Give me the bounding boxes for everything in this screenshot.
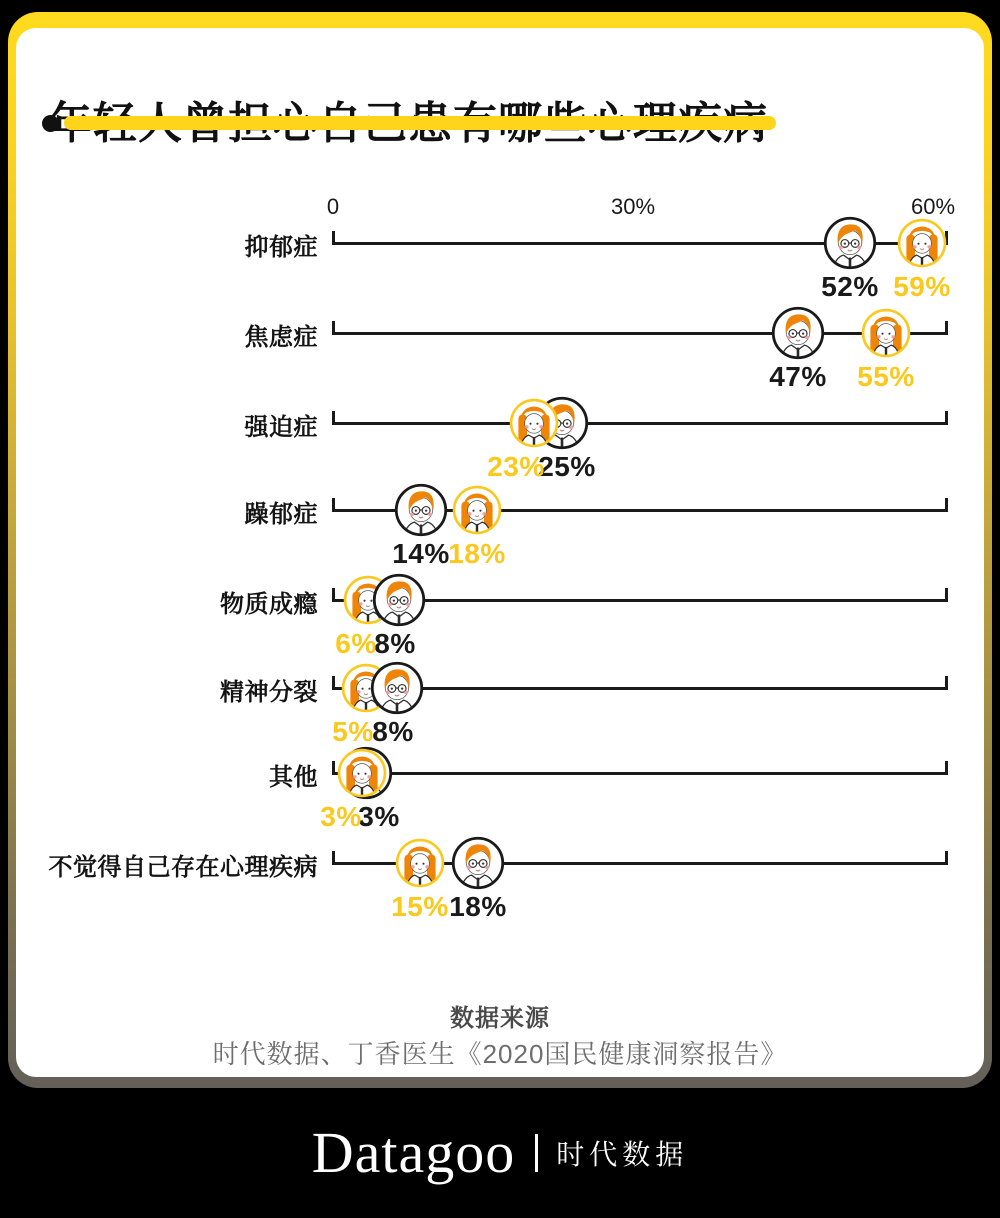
axis-end-tick-left	[332, 761, 335, 773]
axis-line	[332, 422, 948, 425]
axis-line	[332, 332, 948, 335]
axis-tick-60: 60%	[910, 194, 956, 219]
male-value-label: 52%	[821, 271, 879, 302]
female-avatar-marker	[508, 397, 560, 454]
category-label: 抑郁症	[244, 234, 318, 261]
male-avatar-marker	[393, 482, 449, 543]
female-avatar-marker	[896, 217, 948, 274]
category-label: 物质成瘾	[220, 591, 318, 618]
axis-end-tick-left	[332, 676, 335, 688]
axis-end-tick-right	[945, 761, 948, 773]
female-avatar-icon	[451, 484, 503, 536]
male-value-label: 14%	[392, 538, 450, 569]
male-avatar-marker	[369, 660, 425, 721]
female-avatar-icon	[336, 747, 388, 799]
female-value-label: 55%	[857, 361, 915, 392]
female-value-label: 23%	[487, 451, 545, 482]
title-bullet-dot	[42, 115, 59, 132]
female-value-label: 59%	[893, 271, 951, 302]
female-avatar-marker	[394, 837, 446, 894]
axis-tick-0: 0	[326, 194, 340, 219]
title-accent-underline	[64, 116, 776, 130]
male-avatar-icon	[450, 835, 506, 891]
category-label: 强迫症	[244, 414, 318, 441]
category-label: 其他	[269, 764, 318, 791]
female-avatar-icon	[860, 307, 912, 359]
brand-divider	[535, 1134, 538, 1172]
female-avatar-marker	[451, 484, 503, 541]
footer-bar	[0, 1088, 1000, 1218]
source-text: 时代数据、丁香医生《2020国民健康洞察报告》	[212, 1039, 788, 1069]
male-value-label: 25%	[538, 451, 596, 482]
male-avatar-marker	[450, 835, 506, 896]
female-value-label: 3%	[320, 801, 362, 832]
axis-end-tick-left	[332, 321, 335, 333]
source-heading: 数据来源	[450, 1005, 550, 1032]
male-value-label: 18%	[449, 891, 507, 922]
male-avatar-icon	[770, 305, 826, 361]
male-avatar-icon	[369, 660, 425, 716]
axis-end-tick-right	[945, 411, 948, 423]
category-label: 精神分裂	[220, 679, 318, 706]
male-avatar-marker	[371, 572, 427, 633]
female-value-label: 5%	[332, 716, 374, 747]
axis-end-tick-left	[332, 851, 335, 863]
category-label: 不觉得自己存在心理疾病	[48, 854, 318, 881]
axis-end-tick-left	[332, 411, 335, 423]
axis-tick-30: 30%	[610, 194, 656, 219]
female-value-label: 18%	[448, 538, 506, 569]
female-avatar-icon	[508, 397, 560, 449]
male-avatar-icon	[371, 572, 427, 628]
axis-end-tick-left	[332, 498, 335, 510]
axis-end-tick-right	[945, 588, 948, 600]
axis-end-tick-right	[945, 851, 948, 863]
male-avatar-icon	[822, 215, 878, 271]
male-value-label: 3%	[358, 801, 400, 832]
male-value-label: 47%	[769, 361, 827, 392]
category-label: 躁郁症	[244, 501, 318, 528]
female-value-label: 6%	[335, 628, 377, 659]
brand-name-cn: 时代数据	[556, 1139, 689, 1170]
male-avatar-icon	[393, 482, 449, 538]
axis-end-tick-left	[332, 231, 335, 243]
female-avatar-marker	[336, 747, 388, 804]
female-value-label: 15%	[391, 891, 449, 922]
category-label: 焦虑症	[244, 324, 318, 351]
male-avatar-marker	[770, 305, 826, 366]
axis-line	[332, 772, 948, 775]
axis-end-tick-right	[945, 321, 948, 333]
female-avatar-icon	[394, 837, 446, 889]
female-avatar-marker	[860, 307, 912, 364]
female-avatar-icon	[896, 217, 948, 269]
male-value-label: 8%	[374, 628, 416, 659]
axis-end-tick-right	[945, 676, 948, 688]
male-avatar-marker	[822, 215, 878, 276]
brand-logo: Datagoo	[311, 1120, 516, 1185]
axis-end-tick-left	[332, 588, 335, 600]
male-value-label: 8%	[372, 716, 414, 747]
axis-end-tick-right	[945, 498, 948, 510]
